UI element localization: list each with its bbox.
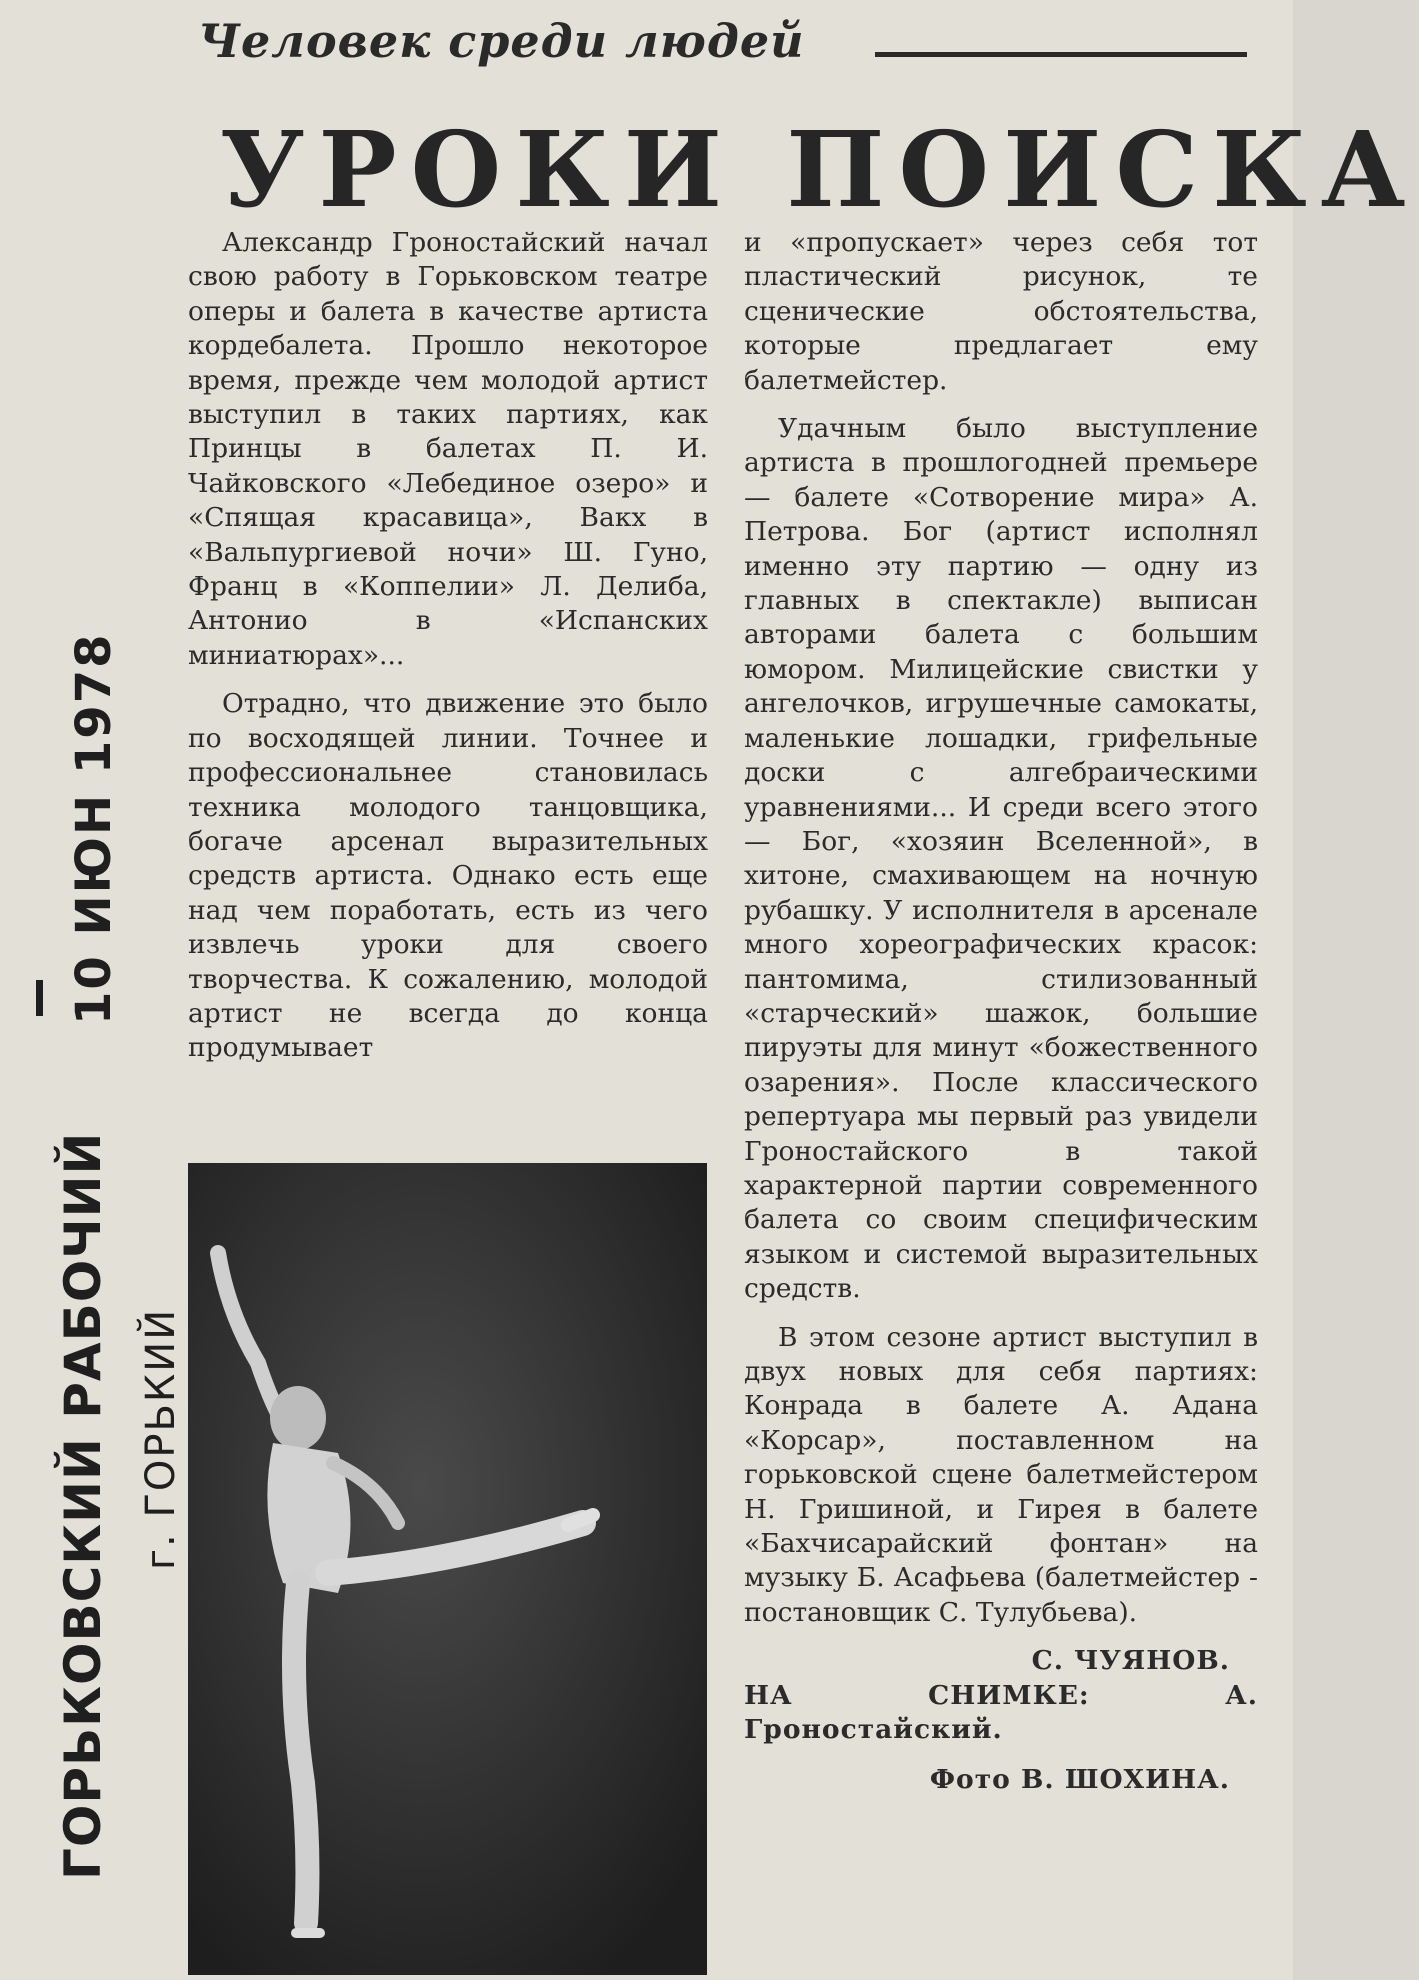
- article-paragraph: Отрадно, что движение это было по восходящей линии. Точнее и профессиональнее становилась техника молодого танцовщика, богаче арсенал выразительных средств артиста. Однако есть еще над чем поработать, есть из чего извлечь уроки для своего творчества. К сожалению, молодой артист не всегда до конца продумывает: [188, 688, 708, 1064]
- article-paragraph: В этом сезоне артист выступил в двух новых для себя партиях: Конрада в балете А. Адана «Корсар», поставленном на горьковской сцене балетмейстером Н. Гришиной, и Гирея в балете «Бахчисарайский фонтан» на музыку Б. Асафьева (балетмейстер - постановщик С. Тулубьева).: [744, 1321, 1258, 1628]
- article-left-column: [188, 226, 708, 1080]
- rubric-rule: [875, 52, 1247, 57]
- stamp-mark: [36, 980, 43, 1016]
- date-stamp: 10 ИЮН 1978: [66, 632, 122, 1025]
- article-right-column: [744, 226, 1258, 1798]
- article-paragraph: Удачным было выступление артиста в прошлогодней премьере — балете «Сотворение мира» А. Петрова. Бог (артист исполнял именно эту партию — одну из главных в спектакле) выписан авторами балета с большим юмором. Милицейские свистки у ангелочков, игрушечные самокаты, маленькие лошадки, грифельные доски с алгебраическими уравнениями... И среди всего этого — Бог, «хозяин Вселенной», в хитоне, смахивающем на ночную рубашку. У исполнителя в арсенале много хореографических красок: пантомима, стилизованный «старческий» шажок, большие пируэты для минут «божественного озарения». После классического репертуара мы первый раз увидели Гроностайского в такой характерной партии современного балета со своим специфическим языком и системой выразительных средств.: [744, 413, 1258, 1305]
- rubric-title: Человек среди людей: [198, 14, 805, 68]
- article-author: С. ЧУЯНОВ.: [1031, 1645, 1230, 1677]
- dancer-photo-image: [188, 1163, 707, 1975]
- photo-caption: НА СНИМКЕ: А. Гроностайский.: [744, 1679, 1258, 1746]
- article-paragraph: и «пропускает» через себя тот пластический рисунок, те сценические обстоятельства, которые предлагает ему балетмейстер.: [744, 227, 1258, 396]
- photo-credit: Фото В. ШОХИНА.: [929, 1764, 1230, 1796]
- newspaper-stamp: ГОРЬКОВСКИЙ РАБОЧИЙ: [54, 1131, 112, 1880]
- article-headline: УРОКИ ПОИСКА: [220, 108, 1419, 231]
- city-stamp: г. ГОРЬКИЙ: [138, 1307, 184, 1570]
- dancer-photo: [188, 1163, 707, 1975]
- article-paragraph: Александр Гроностайский начал свою работу в Горьковском театре оперы и балета в качестве артиста кордебалета. Прошло некоторое время, прежде чем молодой артист выступил в таких партиях, как Принцы в балетах П. И. Чайковского «Лебединое озеро» и «Спящая красавица», Вакх в «Вальпургиевой ночи» Ш. Гуно, Франц в «Коппелии» Л. Делиба, Антонио в «Испанских миниатюрах»...: [188, 227, 708, 671]
